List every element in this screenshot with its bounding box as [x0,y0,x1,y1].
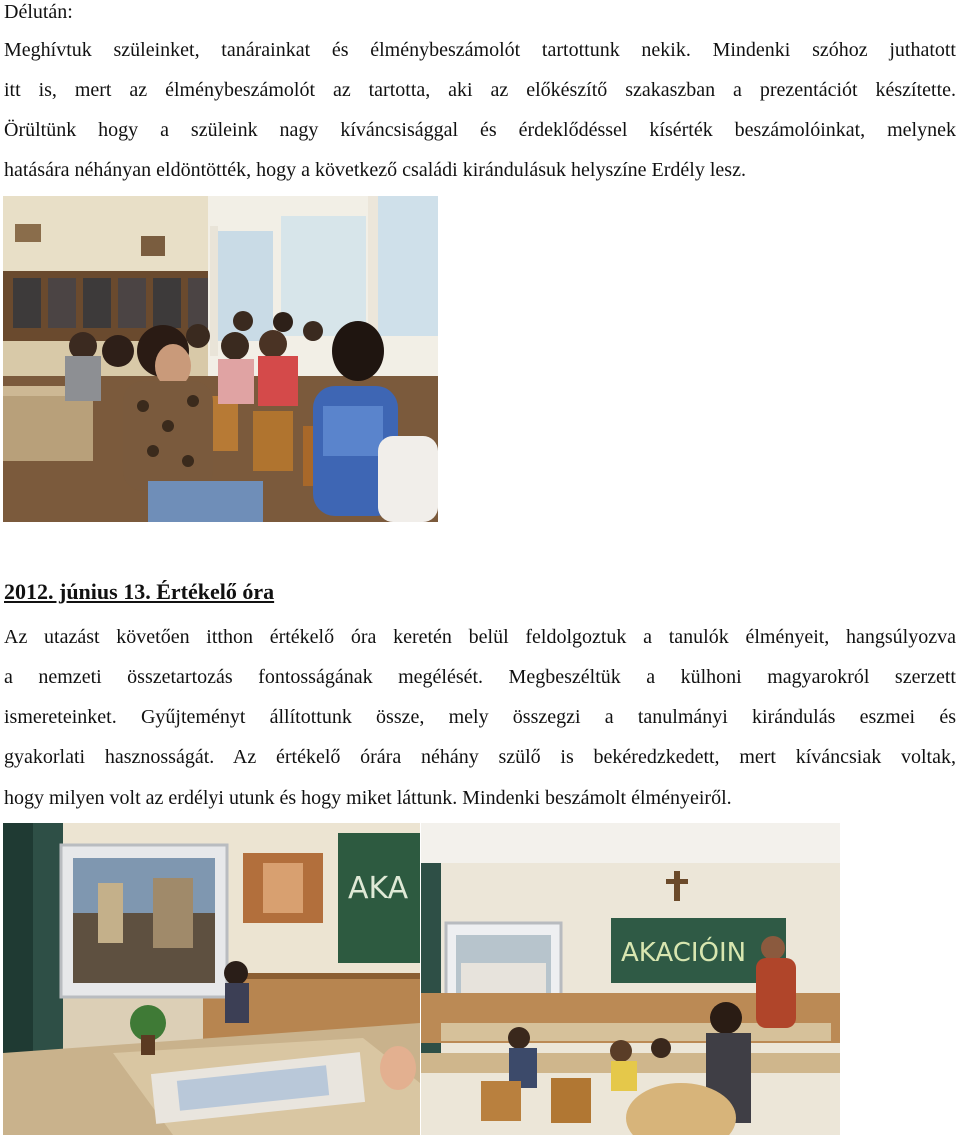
section-heading: 2012. június 13. Értékelő óra [4,579,275,604]
paragraph-line: a nemzeti összetartozás fontosságának megélését. Megbeszéltük a külhoni magyarokról szerzett [4,666,956,688]
section-label: Délután: [4,1,73,23]
paragraph-line: gyakorlati hasznosságát. Az értékelő órára néhány szülő is bekéredzkedett, mert kíváncsiak voltak, [4,746,956,768]
paragraph-line: itt is, mert az élménybeszámolót az tartotta, aki az előkészítő szakaszban a prezentációt készítette. [4,79,956,101]
paragraph-line: hogy milyen volt az erdélyi utunk és hogy miket láttunk. Mindenki beszámolt élményeiről. [4,787,732,809]
projector-presentation-photo [3,823,420,1135]
paragraph-line: ismereteinket. Gyűjteményt állítottunk össze, mely összegzi a tanulmányi kirándulás eszmei és [4,706,956,728]
evaluation-lesson-photo [421,823,840,1135]
paragraph-line: hatására néhányan eldöntötték, hogy a következő családi kirándulásuk helyszíne Erdély lesz. [4,159,746,181]
paragraph-line: Meghívtuk szüleinket, tanárainkat és élménybeszámolót tartottunk nekik. Mindenki szóhoz juthatott [4,39,956,61]
paragraph-line: Örültünk hogy a szüleink nagy kíváncsisággal és érdeklődéssel kísérték beszámolóinkat, melynek [4,119,956,141]
svg-text:AKA: AKA [348,871,409,906]
classroom-audience-photo [3,196,438,522]
paragraph-line: Az utazást követően itthon értékelő óra keretén belül feldolgoztuk a tanulók élményeit, hangsúlyozva [4,626,956,648]
board-text: AKACIÓIN [621,938,747,968]
